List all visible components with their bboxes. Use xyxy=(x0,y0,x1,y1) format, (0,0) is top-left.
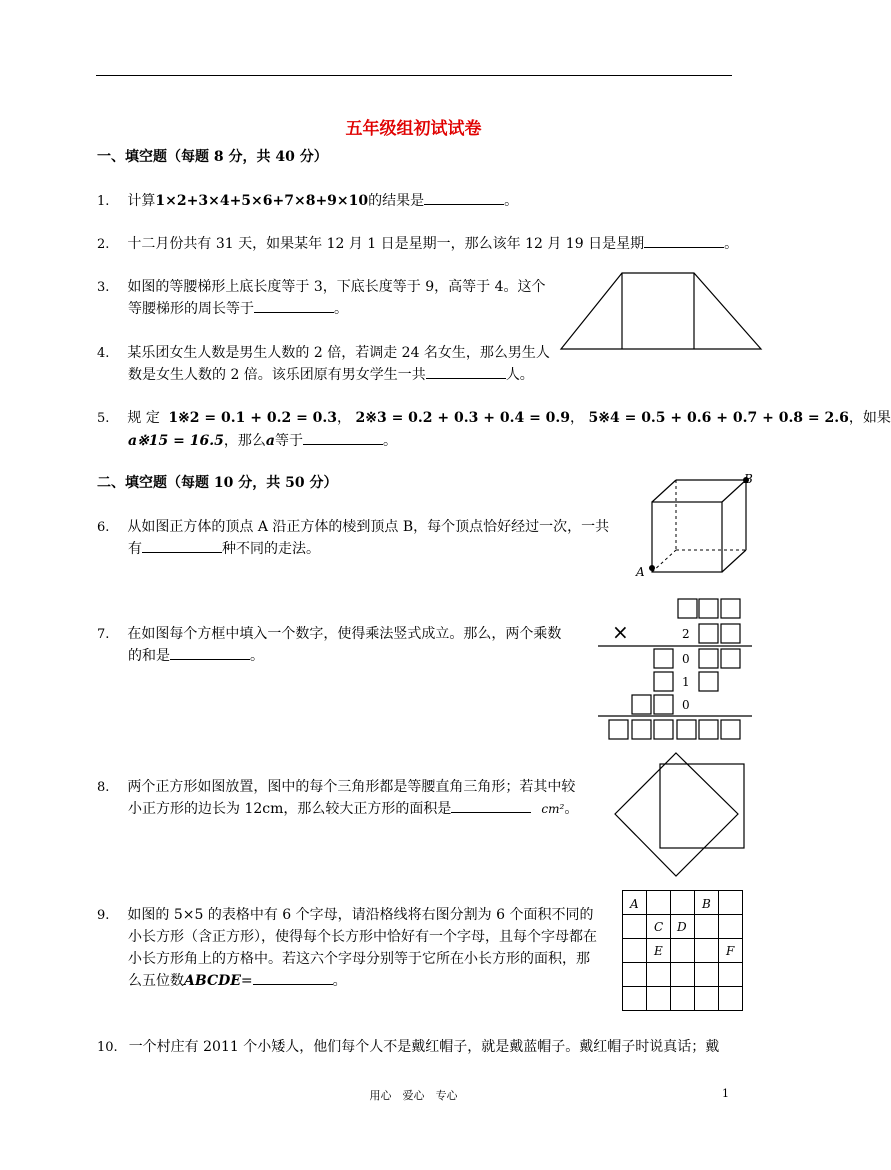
footer-motto: 用心 爱心 专心 xyxy=(369,1089,458,1102)
question-2 xyxy=(97,233,738,253)
q1-post: 的结果是 xyxy=(368,193,425,209)
q1-expression: 1×2+3×4+5×6+7×8+9×10 xyxy=(155,193,369,209)
q4-line1: 某乐团女生人数是男生人数的 2 倍，若调走 24 名女生，那么男生人 xyxy=(127,345,550,361)
q5-answer-blank[interactable] xyxy=(303,430,383,445)
question-1 xyxy=(97,190,518,210)
q9-answer-blank[interactable] xyxy=(253,970,333,985)
digit-box[interactable] xyxy=(654,720,673,739)
question-7 xyxy=(97,623,561,643)
digit-box[interactable] xyxy=(721,649,740,668)
q6-answer-blank[interactable] xyxy=(142,538,222,553)
q1-number: 1. xyxy=(97,194,110,209)
digit-box[interactable] xyxy=(721,599,740,618)
q2-end: 。 xyxy=(724,236,739,252)
q8-answer-blank[interactable] xyxy=(451,798,531,813)
q3-number: 3. xyxy=(97,280,110,295)
q5-example-1: 1※2 = 0.1 + 0.2 = 0.3 xyxy=(168,410,338,426)
q1-pre: 计算 xyxy=(127,193,156,209)
q9-line4: 么五位数 xyxy=(128,973,184,989)
digit-box[interactable] xyxy=(721,720,740,739)
q1-answer-blank[interactable] xyxy=(424,190,504,205)
q10-number: 10. xyxy=(97,1040,118,1055)
q7-line1: 在如图每个方框中填入一个数字，使得乘法竖式成立。那么，两个乘数 xyxy=(127,626,562,642)
q5-number: 5. xyxy=(97,411,110,426)
digit-box[interactable] xyxy=(699,672,718,691)
q2-answer-blank[interactable] xyxy=(644,233,724,248)
q5-tail: 等于 xyxy=(274,433,303,449)
trapezoid-figure xyxy=(560,272,762,352)
grid-letter-d: D xyxy=(677,920,687,934)
q4-number: 4. xyxy=(97,346,110,361)
q7-line2: 的和是 xyxy=(128,648,170,664)
q6-line2b: 种不同的走法。 xyxy=(222,541,320,557)
multiplication-figure xyxy=(598,596,754,744)
question-3-line2 xyxy=(128,298,348,318)
small-square xyxy=(660,764,744,848)
cube-figure xyxy=(632,472,757,582)
cube-edge xyxy=(722,480,746,502)
q8-end: 。 xyxy=(564,801,579,817)
q2-text: 十二月份共有 31 天，如果某年 12 月 1 日是星期一，那么该年 12 月 19 日是星期 xyxy=(127,236,645,252)
q7-answer-blank[interactable] xyxy=(170,645,250,660)
q5-example-3: 5※4 = 0.5 + 0.6 + 0.7 + 0.8 = 2.6 xyxy=(588,410,849,426)
q9-line1: 如图的 5×5 的表格中有 6 个字母，请沿格线将右图分割为 6 个面积不同的 xyxy=(127,907,594,923)
digit-box[interactable] xyxy=(632,720,651,739)
digit-box[interactable] xyxy=(699,649,718,668)
grid-letter-b: B xyxy=(702,897,711,911)
grid-letter-a: A xyxy=(630,897,639,911)
vertex-b-label: B xyxy=(744,472,753,486)
large-square xyxy=(615,753,738,876)
q5-end: 。 xyxy=(382,433,397,449)
question-4-line2 xyxy=(128,364,534,384)
question-3 xyxy=(97,276,545,296)
q5-mid: ，那么 xyxy=(223,433,266,449)
q9-end: 。 xyxy=(332,973,347,989)
question-8-line2 xyxy=(128,798,578,818)
q8-line1: 两个正方形如图放置，图中的每个三角形都是等腰直角三角形；若其中较 xyxy=(127,779,576,795)
question-5: 5. 规 定 1※2 = 0.1 + 0.2 = 0.3， 2※3 = 0.2 + 0.3 + 0.4 = 0.9， 5※4 = 0.5 + 0.6 + 0.7 + 0.8 = 2.6，如果 xyxy=(97,410,891,426)
digit-box[interactable] xyxy=(699,599,718,618)
grid-figure xyxy=(622,890,744,1012)
q5-variable: a xyxy=(265,433,275,449)
header-rule xyxy=(96,75,732,76)
q8-line2: 小正方形的边长为 12cm，那么较大正方形的面积是 xyxy=(128,801,452,817)
question-9 xyxy=(97,904,593,924)
q9-eq: = xyxy=(240,973,253,989)
digit-one: 1 xyxy=(682,675,690,689)
digit-box[interactable] xyxy=(699,720,718,739)
q9-line2: 小长方形（含正方形），使得每个长方形中恰好有一个字母，且每个字母都在 xyxy=(128,929,597,945)
page-title: 五年级组初试试卷 xyxy=(345,119,482,139)
question-5-line2 xyxy=(128,430,397,450)
digit-box[interactable] xyxy=(632,695,651,714)
question-6-line2 xyxy=(128,538,320,558)
q5-pre: 规 定 xyxy=(127,410,160,426)
q6-line1: 从如图正方体的顶点 A 沿正方体的棱到顶点 B，每个顶点恰好经过一次，一共 xyxy=(127,519,610,535)
vertex-a-label: A xyxy=(636,565,645,579)
q3-line1: 如图的等腰梯形上底长度等于 3，下底长度等于 9，高等于 4。这个 xyxy=(127,279,546,295)
times-symbol: × xyxy=(612,620,629,644)
q9-line3: 小长方形角上的方格中。若这六个字母分别等于它所在小长方形的面积，那 xyxy=(128,951,590,967)
question-8 xyxy=(97,776,575,796)
q6-number: 6. xyxy=(97,520,110,535)
cube-hidden-edge xyxy=(652,550,676,572)
q5-condition: a※15 = 16.5 xyxy=(128,433,224,449)
q8-number: 8. xyxy=(97,780,110,795)
digit-two: 2 xyxy=(682,627,690,641)
q2-number: 2. xyxy=(97,237,110,252)
q5-example-2: 2※3 = 0.2 + 0.3 + 0.4 = 0.9 xyxy=(355,410,571,426)
q4-answer-blank[interactable] xyxy=(426,364,506,379)
grid-lines xyxy=(623,891,743,1011)
q8-unit: cm² xyxy=(541,802,565,816)
q3-answer-blank[interactable] xyxy=(254,298,334,313)
q9-number: 9. xyxy=(97,908,110,923)
digit-box[interactable] xyxy=(609,720,628,739)
cube-edge xyxy=(652,480,676,502)
digit-zero: 0 xyxy=(682,652,690,666)
section-1-heading: 一、填空题（每题 8 分，共 40 分） xyxy=(97,149,328,165)
grid-letter-f: F xyxy=(726,944,735,958)
page-number: 1 xyxy=(722,1087,729,1100)
digit-box[interactable] xyxy=(654,672,673,691)
section-2-heading: 二、填空题（每题 10 分，共 50 分） xyxy=(97,475,338,491)
squares-figure xyxy=(614,752,748,878)
q10-text: 一个村庄有 2011 个小矮人，他们每个人不是戴红帽子，就是戴蓝帽子。戴红帽子时说真话；戴 xyxy=(128,1039,720,1055)
question-9-line4 xyxy=(128,970,347,990)
grid-letter-e: E xyxy=(654,944,663,958)
digit-box[interactable] xyxy=(654,649,673,668)
q7-number: 7. xyxy=(97,627,110,642)
grid-letter-c: C xyxy=(654,920,664,934)
q3-end: 。 xyxy=(334,301,348,317)
digit-zero: 0 xyxy=(682,698,690,712)
q6-line2a: 有 xyxy=(128,541,142,557)
digit-box[interactable] xyxy=(699,624,718,643)
digit-box[interactable] xyxy=(677,720,696,739)
q5-post: ，如果 xyxy=(848,410,891,426)
question-10 xyxy=(97,1036,719,1056)
cube-front-face xyxy=(652,502,722,572)
cube-edge xyxy=(722,550,746,572)
digit-box[interactable] xyxy=(678,599,697,618)
digit-box[interactable] xyxy=(721,624,740,643)
q4-line2: 数是女生人数的 2 倍。该乐团原有男女学生一共 xyxy=(128,367,426,383)
q1-end: 。 xyxy=(504,193,519,209)
q3-line2: 等腰梯形的周长等于 xyxy=(128,301,254,317)
q7-end: 。 xyxy=(250,648,264,664)
question-7-line2 xyxy=(128,645,264,665)
q9-abcde: ABCDE xyxy=(184,973,241,989)
question-6 xyxy=(97,516,609,536)
trapezoid-outline xyxy=(561,273,761,349)
question-4 xyxy=(97,342,550,362)
digit-box[interactable] xyxy=(654,695,673,714)
q4-end: 人。 xyxy=(505,367,534,383)
vertex-a-dot xyxy=(649,565,655,571)
